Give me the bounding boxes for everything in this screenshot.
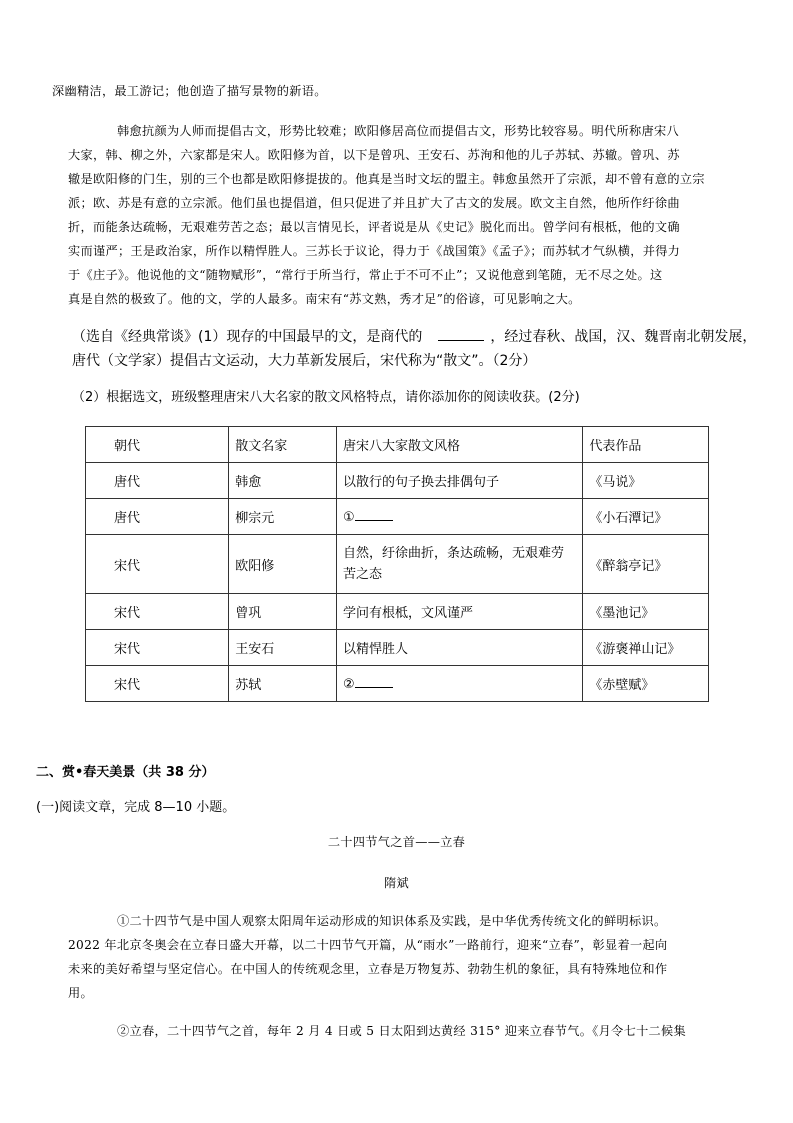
work-cell: 《马说》 (583, 463, 709, 499)
section-2-heading: 二、赏•春天美景（共 38 分） (36, 765, 215, 780)
question-1-line-1 (72, 326, 756, 346)
prose-para-line: 辙是欧阳修的门生，别的三个也都是欧阳修提拔的。他真是当时文坛的盟主。韩愈虽然开了宗派，却不曾有意的立宗 (68, 172, 705, 186)
author-cell: 王安石 (229, 630, 337, 666)
prose-para-line: 于《庄子》。他说他的文“随物赋形”，“常行于所当行，常止于不可不止”；又说他意到笔随，无不尽之处。这 (68, 268, 663, 282)
author-cell: 韩愈 (229, 463, 337, 499)
table-row (86, 499, 709, 535)
section-2-subheading: (一)阅读文章，完成 8—10 小题。 (36, 800, 236, 815)
article-author: 隋斌 (384, 876, 409, 890)
style-cell: 以散行的句子换去排偶句子 (337, 463, 583, 499)
question-1-text-b: ，经过春秋、战国，汉、魏晋南北朝发展， (490, 329, 757, 345)
table-row (86, 666, 709, 702)
work-cell: 《墨池记》 (583, 594, 709, 630)
article-title: 二十四节气之首——立春 (327, 835, 466, 849)
author-cell: 曾巩 (229, 594, 337, 630)
style-cell-blank-1 (337, 499, 583, 535)
dynasty-cell: 宋代 (86, 666, 229, 702)
table-header-row (86, 427, 709, 463)
table-row (86, 463, 709, 499)
prose-para-line: 韩愈抗颜为人师而提倡古文，形势比较难；欧阳修居高位而提倡古文，形势比较容易。明代所称唐宋八 (117, 124, 679, 138)
dynasty-cell: 宋代 (86, 594, 229, 630)
article-para-line: 2022 年北京冬奥会在立春日盛大开幕，以二十四节气开篇，从“雨水”一路前行，迎来“立春”，彰显着一起向 (68, 938, 668, 952)
prose-para-line: 大家，韩、柳之外，六家都是宋人。欧阳修为首，以下是曾巩、王安石、苏洵和他的儿子苏轼、苏辙。曾巩、苏 (68, 148, 680, 162)
prose-para-line: 真是自然的极致了。他的文，学的人最多。南宋有“苏文熟，秀才足”的俗谚，可见影响之大。 (68, 292, 581, 306)
author-cell: 苏轼 (229, 666, 337, 702)
table-row (86, 630, 709, 666)
article-para-line: ①二十四节气是中国人观察太阳周年运动形成的知识体系及实践，是中华优秀传统文化的鲜明标识。 (117, 914, 667, 928)
answer-blank-2[interactable] (355, 675, 393, 688)
article-para-line: 未来的美好希望与坚定信心。在中国人的传统观念里，立春是万物复苏、勃勃生机的象征，具有特殊地位和作 (68, 962, 668, 976)
style-cell: 自然，纡徐曲折，条达疏畅，无艰难劳苦之态 (337, 535, 583, 594)
question-2: （2）根据选文，班级整理唐宋八大名家的散文风格特点，请你添加你的阅读收获。(2分) (72, 390, 580, 405)
answer-blank-1[interactable] (355, 508, 393, 521)
answer-blank[interactable] (438, 328, 484, 341)
prose-style-table (85, 426, 709, 702)
blank-marker-1: ① (343, 510, 355, 525)
work-cell: 《小石潭记》 (583, 499, 709, 535)
work-cell: 《赤壁赋》 (583, 666, 709, 702)
article-para-line: ②立春，二十四节气之首，每年 2 月 4 日或 5 日太阳到达黄经 315° 迎来立春节气。《月令七十二候集 (117, 1024, 687, 1038)
dynasty-cell: 唐代 (86, 499, 229, 535)
question-1-text-a: （选自《经典常谈》(1）现存的中国最早的文，是商代的 (72, 329, 423, 345)
prose-para-line: 实而谨严；王是政治家，所作以精悍胜人。三苏长于议论，得力于《战国策》《孟子》；而苏轼才气纵横，并得力 (68, 244, 681, 258)
prose-line-0: 深幽精洁，最工游记；他创造了描写景物的新语。 (52, 84, 327, 98)
work-cell: 《醉翁亭记》 (583, 535, 709, 594)
table-header-cell: 代表作品 (583, 427, 709, 463)
dynasty-cell: 唐代 (86, 463, 229, 499)
question-1-line-2: 唐代（文学家）提倡古文运动，大力革新发展后，宋代称为“散文”。（2分） (72, 353, 537, 369)
author-cell: 柳宗元 (229, 499, 337, 535)
prose-para-line: 折，而能条达疏畅，无艰难劳苦之态；最以言情见长，评者说是从《史记》脱化而出。曾学问有根柢，他的文确 (68, 220, 680, 234)
dynasty-cell: 宋代 (86, 535, 229, 594)
blank-marker-2: ② (343, 677, 355, 692)
table-row (86, 594, 709, 630)
dynasty-cell: 宋代 (86, 630, 229, 666)
prose-para-line: 派；欧、苏是有意的立宗派。他们虽也提倡道，但只促进了并且扩大了古文的发展。欧文主自然，他所作纡徐曲 (68, 196, 680, 210)
table-row (86, 535, 709, 594)
table-header-cell: 散文名家 (229, 427, 337, 463)
style-cell-blank-2 (337, 666, 583, 702)
table-header-cell: 唐宋八大家散文风格 (337, 427, 583, 463)
table-header-cell: 朝代 (86, 427, 229, 463)
work-cell: 《游褒禅山记》 (583, 630, 709, 666)
style-cell: 学问有根柢，文风谨严 (337, 594, 583, 630)
style-cell: 以精悍胜人 (337, 630, 583, 666)
article-para-line: 用。 (68, 986, 93, 1000)
author-cell: 欧阳修 (229, 535, 337, 594)
